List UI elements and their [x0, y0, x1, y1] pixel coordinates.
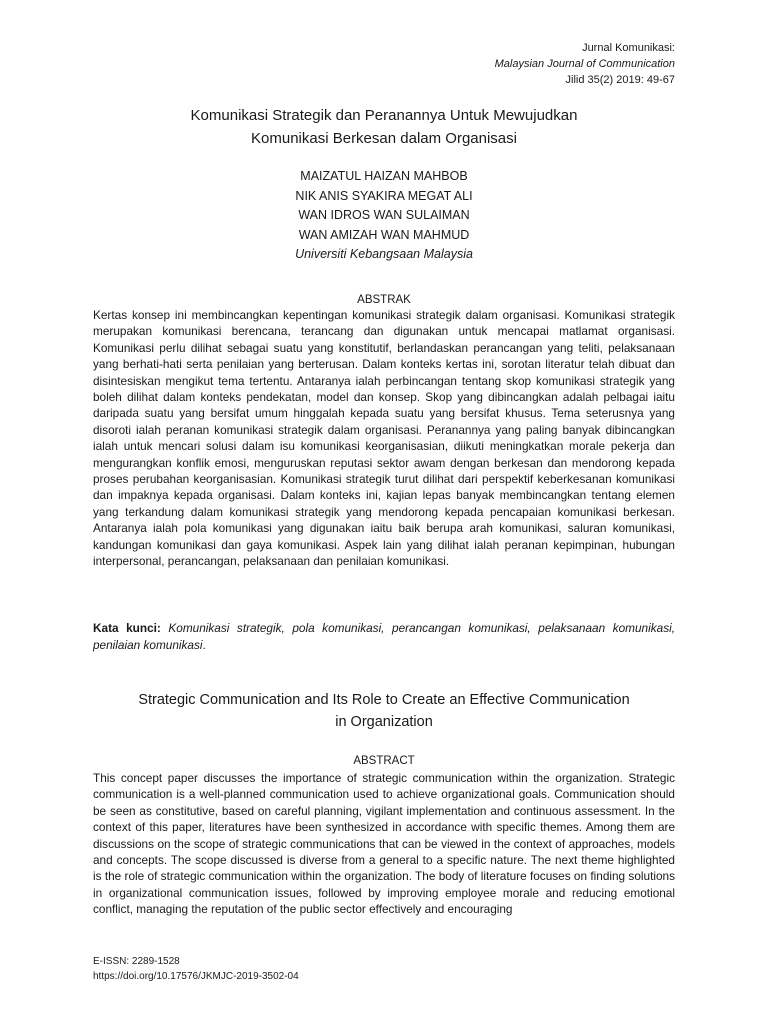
- abstract-heading: ABSTRACT: [353, 755, 415, 767]
- keywords: [93, 620, 675, 654]
- paper-title-english: [93, 689, 675, 733]
- keywords-end: .: [202, 638, 206, 652]
- author-name: MAIZATUL HAIZAN MAHBOB: [300, 169, 468, 183]
- author-name: NIK ANIS SYAKIRA MEGAT ALI: [295, 188, 473, 203]
- keywords-label: Kata kunci:: [93, 621, 161, 635]
- author-name: WAN AMIZAH WAN MAHMUD: [298, 227, 470, 242]
- title-english-line-1: Strategic Communication and Its Role to Create an Effective Communication: [138, 692, 630, 708]
- journal-issue: Jilid 35(2) 2019: 49-67: [565, 74, 675, 86]
- title-malay-line-1: Komunikasi Strategik dan Peranannya Untuk Mewujudkan: [190, 107, 578, 124]
- journal-subtitle: Malaysian Journal of Communication: [494, 58, 675, 70]
- doi-link[interactable]: https://doi.org/10.17576/JKMJC-2019-3502-04: [93, 971, 299, 982]
- affiliation: Universiti Kebangsaan Malaysia: [295, 247, 473, 261]
- journal-name: Jurnal Komunikasi:: [582, 42, 675, 54]
- abstrak-heading: ABSTRAK: [357, 294, 411, 306]
- author-name: WAN IDROS WAN SULAIMAN: [298, 208, 470, 222]
- title-malay-line-2: Komunikasi Berkesan dalam Organisasi: [251, 130, 517, 147]
- footer: [93, 954, 299, 984]
- journal-header: [495, 40, 675, 88]
- abstrak-text: Kertas konsep ini membincangkan kepentingan komunikasi strategik dalam organisasi. Komunikasi strategik merupakan komunikasi berencana, terancang dan digunakan untuk mencapai matlamat organisasi. Komunikasi perlu dilihat sebagai suatu yang konstitutif, berlandaskan perancangan yang teliti, pelaksanaan yang berhati-hati serta penilaian yang berterusan. Dalam konteks kertas ini, sorotan literatur telah dibuat dan disintesiskan mengikut tema tertentu. Antaranya ialah perbincangan tentang skop komunikasi strategik yang boleh dilihat dalam konteks pendekatan, model dan konsep. Skop yang dibincangkan adalah pelbagai iaitu daripada suatu yang bersifat umum hinggalah kepada suatu yang bersifat khusus. Tema seterusnya yang disoroti ialah peranan komunikasi strategik dalam organisasi. Peranannya yang paling banyak dibincangkan ialah untuk mencari solusi dalam isu komunikasi keorganisasian, diikuti meningkatkan morale pekerja dan mengurangkan konflik emosi, menguruskan reputasi sektor awam dengan berkesan dan mendorong kepada proses perubahan keorganisasian. Komunikasi strategik turut dilihat dari perspektif keberkesanan komunikasi dan impaknya kepada organisasi. Dalam konteks ini, kajian lepas banyak membincangkan tentang elemen yang terkandung dalam komunikasi strategik yang mendorong kepada pencapaian komunikasi berkesan. Antaranya ialah pola komunikasi yang digunakan iaitu baik berupa arah komunikasi, saluran komunikasi, kandungan komunikasi dan gaya komunikasi. Aspek lain yang dilihat ialah peranan kepimpinan, hubungan interpersonal, perancangan, pelaksanaan dan penilaian komunikasi.: [93, 308, 675, 569]
- paper-title-malay: [93, 104, 675, 150]
- abstract-text: This concept paper discusses the importance of strategic communication within the organization. Strategic communication is a well-planned communication used to achieve organizational goals. Communication should be seen as constitutive, based on careful planning, vigilant implementation and continuous assessment. In the context of this paper, literatures have been synthesized in accordance with specific themes. Among them are discussions on the scope of strategic communications that can be viewed in the context of approaches, models and concepts. The scope discussed is diverse from a general to a specific nature. The next theme highlighted is the role of strategic communication within the organization. The body of literature focuses on finding solutions in organizational communication issues, followed by improving employee morale and reducing emotional conflict, managing the reputation of the public sector effectively and encouraging: [93, 771, 675, 917]
- keywords-terms: Komunikasi strategik, pola komunikasi, perancangan komunikasi, pelaksanaan komunikasi, penilaian komunikasi: [93, 621, 675, 652]
- eissn: E-ISSN: 2289-1528: [93, 956, 180, 967]
- author-block: [93, 167, 675, 265]
- title-english-line-2: in Organization: [335, 714, 433, 730]
